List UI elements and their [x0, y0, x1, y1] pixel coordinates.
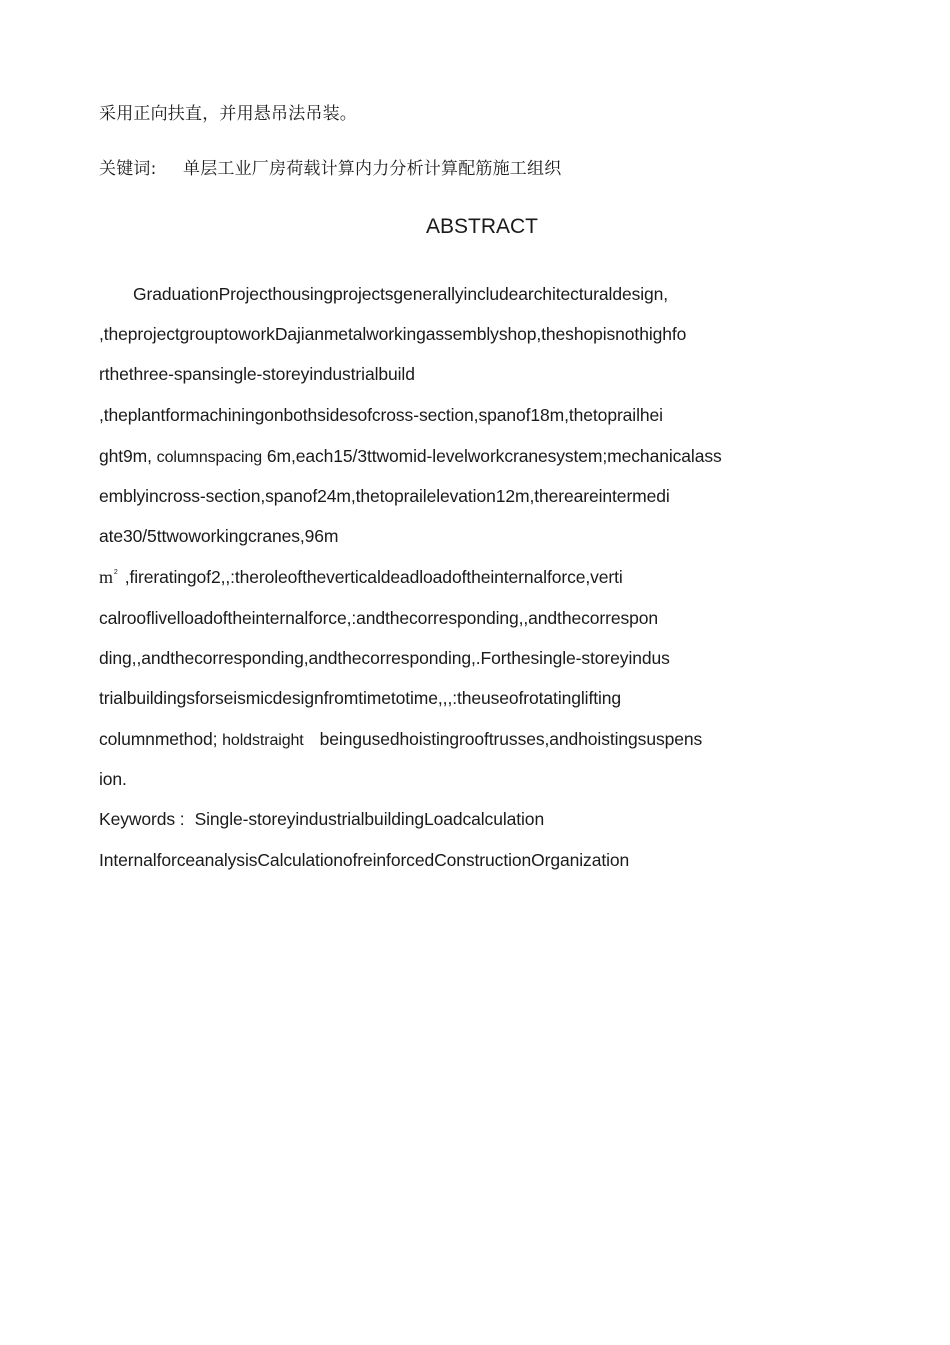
abstract-line-10: ding,,andthecorresponding,andthecorresponding,.Forthesingle-storeyindus [99, 648, 670, 668]
english-keywords: Single-storeyindustrialbuildingLoadcalculation [194, 809, 545, 829]
abstract-text-fragment: ,fireratingof2,,:theroleoftheverticaldeadloadoftheinternalforce,verti [124, 567, 623, 587]
abstract-text-fragment: 6m,each15/3ttwomid-levelworkcranesystem;mechanicalass [266, 446, 722, 466]
abstract-text-fragment: holdstraight [222, 732, 304, 749]
unit-square-meter: m [99, 567, 113, 587]
chinese-text-line: 采用正向扶直，并用悬吊法吊装。 [99, 104, 357, 124]
abstract-title: ABSTRACT [425, 215, 538, 238]
abstract-line-1: GraduationProjecthousingprojectsgenerallyincludearchitecturaldesign, [133, 284, 669, 304]
abstract-line-9: calrooflivelloadoftheinternalforce,:andthecorresponding,,andthecorrespon [99, 608, 659, 628]
abstract-text-fragment: columnmethod; [99, 729, 218, 749]
chinese-keywords-line [99, 158, 561, 180]
abstract-line-6: emblyincross-section,spanof24m,thetoprailelevation12m,thereareintermedi [99, 486, 670, 506]
chinese-keywords-label: 关键词: [99, 159, 157, 179]
abstract-line-5 [99, 445, 722, 469]
abstract-line-7: ate30/5ttwoworkingcranes,96m [99, 526, 339, 546]
abstract-line-2: ,theprojectgrouptoworkDajianmetalworkingassemblyshop,theshopisnothighfo [99, 324, 687, 344]
abstract-text-fragment: beingusedhoistingrooftrusses,andhoistingsuspens [319, 729, 703, 749]
abstract-text-fragment: ght9m, [99, 446, 152, 466]
abstract-line-3: rthethree-spansingle-storeyindustrialbuild [99, 364, 415, 384]
abstract-line-12 [99, 728, 702, 752]
abstract-text-fragment: columnspacing [156, 449, 263, 466]
english-keywords-label: Keywords : [99, 809, 185, 829]
chinese-keywords: 单层工业厂房荷载计算内力分析计算配筋施工组织 [183, 159, 562, 179]
abstract-line-13: ion. [99, 769, 127, 789]
abstract-line-11: trialbuildingsforseismicdesignfromtimetotime,,,:theuseofrotatinglifting [99, 688, 622, 708]
english-keywords-line-1 [99, 808, 544, 830]
unit-superscript: 2 [113, 569, 118, 576]
abstract-line-8 [99, 566, 623, 593]
english-keywords-line-2: InternalforceanalysisCalculationofreinforcedConstructionOrganization [99, 850, 630, 870]
abstract-line-4: ,theplantformachiningonbothsidesofcross-section,spanof18m,thetoprailhei [99, 405, 663, 425]
